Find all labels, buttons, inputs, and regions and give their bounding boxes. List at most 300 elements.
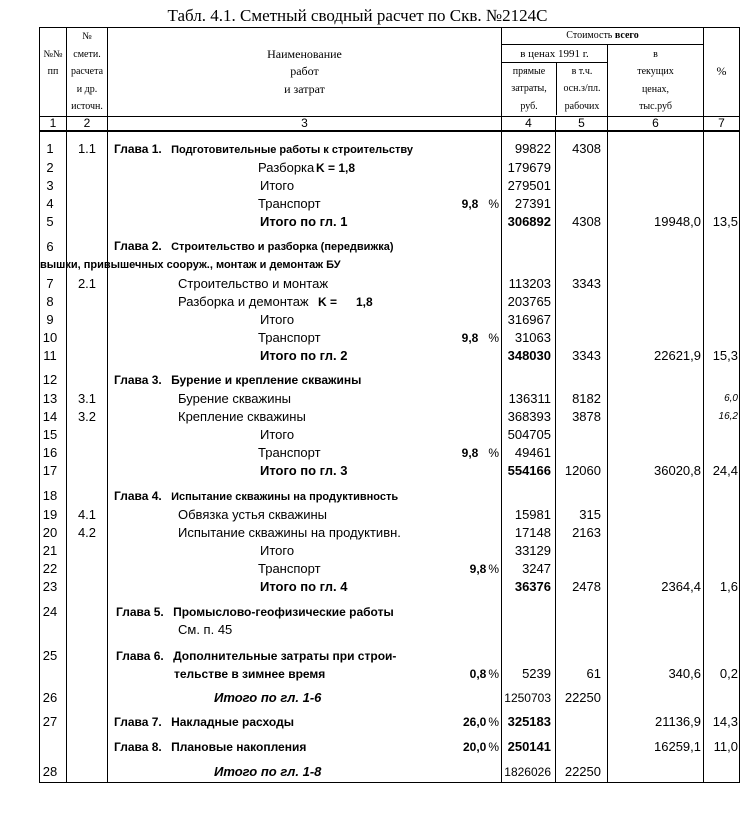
wages (556, 177, 608, 195)
wages: 61 (556, 665, 608, 683)
percent (704, 444, 740, 462)
chapter-number: Глава 4. (114, 488, 162, 503)
percent (704, 689, 740, 707)
wages: 3343 (556, 347, 608, 365)
wages (556, 329, 608, 347)
row-number: 24 (40, 602, 67, 620)
direct-costs (502, 602, 556, 620)
table-row (40, 560, 740, 578)
percent (704, 159, 740, 177)
item-label: Итого (260, 311, 295, 327)
direct-costs: 17148 (502, 524, 556, 542)
current-prices (608, 329, 704, 347)
direct-costs: 203765 (502, 293, 556, 311)
direct-costs (502, 487, 556, 506)
row-number: 14 (40, 408, 67, 426)
current-prices (608, 140, 704, 159)
estimate-ref (67, 542, 108, 560)
current-prices: 19948,0 (608, 213, 704, 231)
estimate-ref (67, 738, 108, 756)
row-number: 17 (40, 462, 67, 480)
estimate-ref (67, 444, 108, 462)
estimate-ref (67, 762, 108, 783)
percent (704, 371, 740, 389)
estimate-ref: 2.1 (67, 274, 108, 292)
current-prices (608, 195, 704, 213)
row-number: 13 (40, 390, 67, 408)
item-label: Транспорт (258, 195, 321, 211)
coefficient: K = 1,8 (316, 160, 356, 175)
estimate-ref: 4.2 (67, 524, 108, 542)
row-number: 28 (40, 762, 67, 783)
direct-costs: 36376 (502, 578, 556, 596)
item-name (108, 408, 502, 426)
percent (704, 621, 740, 639)
percent: 13,5 (704, 213, 740, 231)
row-number: 27 (40, 713, 67, 731)
wages (556, 159, 608, 177)
estimate-ref: 3.2 (67, 408, 108, 426)
item-label: Итого по гл. 4 (260, 579, 348, 595)
wages: 4308 (556, 140, 608, 159)
row-number: 5 (40, 213, 67, 231)
table-row (40, 237, 740, 256)
table-row (40, 195, 740, 213)
percent-rate: 9,8 % (461, 331, 499, 345)
current-prices (608, 426, 704, 444)
row-number (40, 665, 67, 683)
percent (704, 274, 740, 292)
table-header (40, 28, 740, 131)
item-name (108, 274, 502, 292)
percent (704, 524, 740, 542)
item-name (108, 647, 502, 665)
item-label: Итого (260, 427, 295, 443)
coefficient-value: 1,8 (356, 294, 373, 309)
percent (704, 426, 740, 444)
header-prices-1991: в ценах 1991 г. прямые затраты, руб. в т.ч. осн.з/пл. рабочих (502, 45, 608, 116)
item-label: Итого по гл. 1 (260, 214, 348, 230)
percent (704, 293, 740, 311)
item-label: Итого по гл. 2 (260, 348, 348, 364)
table-row (40, 762, 740, 783)
table-row (40, 462, 740, 480)
row-number (40, 738, 67, 756)
percent: 24,4 (704, 462, 740, 480)
row-number: 10 (40, 329, 67, 347)
current-prices: 22621,9 (608, 347, 704, 365)
wages (556, 542, 608, 560)
estimate-table (39, 27, 740, 783)
item-name (108, 542, 502, 560)
estimate-ref (67, 621, 108, 639)
direct-costs: 504705 (502, 426, 556, 444)
wages: 8182 (556, 390, 608, 408)
item-name (108, 177, 502, 195)
direct-costs: 113203 (502, 274, 556, 292)
current-prices (608, 647, 704, 665)
direct-costs: 1250703 (502, 689, 556, 707)
percent (704, 762, 740, 783)
estimate-ref (67, 293, 108, 311)
estimate-ref: 1.1 (67, 140, 108, 159)
row-number: 26 (40, 689, 67, 707)
percent-rate: 9,8 % (461, 446, 499, 461)
direct-costs: 27391 (502, 195, 556, 213)
chapter-number: Глава 8. (114, 739, 162, 754)
wages: 12060 (556, 462, 608, 480)
percent (704, 195, 740, 213)
estimate-ref: 3.1 (67, 390, 108, 408)
estimate-ref (67, 237, 108, 256)
wages (556, 444, 608, 462)
chapter-number: Глава 1. (114, 141, 162, 156)
estimate-ref (67, 426, 108, 444)
percent (704, 177, 740, 195)
table-row (40, 390, 740, 408)
current-prices (608, 689, 704, 707)
row-number: 3 (40, 177, 67, 195)
chapter-number: Глава 5. (116, 604, 164, 619)
table-row (40, 140, 740, 159)
item-name (108, 462, 502, 480)
chapter-title: Испытание скважины на продуктивность (171, 490, 399, 503)
estimate-ref (67, 195, 108, 213)
header-column-numbers: 1 2 3 4 5 6 7 (40, 116, 740, 131)
direct-costs: 136311 (502, 390, 556, 408)
item-name (108, 390, 502, 408)
item-label: Транспорт (258, 561, 321, 577)
percent (704, 506, 740, 524)
table-row (40, 213, 740, 231)
coefficient: K = (318, 294, 338, 309)
item-label: Обвязка устья скважины (178, 506, 328, 522)
table-row (40, 444, 740, 462)
chapter-title: Дополнительные затраты при строи- (173, 648, 397, 663)
wages: 3878 (556, 408, 608, 426)
percent-rate: 9,8 % (461, 196, 499, 211)
item-name (108, 444, 502, 462)
percent-rate: 26,0 % (462, 715, 499, 730)
table-row (40, 602, 740, 620)
item-name (108, 329, 502, 347)
item-name (108, 140, 502, 159)
item-name (108, 560, 502, 578)
estimate-ref (67, 487, 108, 506)
current-prices: 2364,4 (608, 578, 704, 596)
table-row (40, 738, 740, 756)
estimate-ref (67, 665, 108, 683)
estimate-ref (67, 159, 108, 177)
direct-costs: 1826026 (502, 762, 556, 783)
row-number: 15 (40, 426, 67, 444)
percent: 1,6 (704, 578, 740, 596)
current-prices (608, 524, 704, 542)
header-name: Наименование работ и затрат (108, 28, 502, 117)
row-number: 9 (40, 311, 67, 329)
item-label: Итого (260, 542, 295, 558)
percent: 16,2 (704, 408, 740, 426)
item-name (108, 506, 502, 524)
percent-rate: 0,8 % (469, 667, 499, 681)
wages: 315 (556, 506, 608, 524)
chapter-number: Глава 7. (114, 715, 162, 730)
percent-rate: 9,8 % (469, 562, 499, 577)
item-name (108, 665, 502, 683)
table-row (40, 665, 740, 683)
estimate-ref (67, 462, 108, 480)
row-number: 8 (40, 293, 67, 311)
percent: 11,0 (704, 738, 740, 756)
current-prices (608, 621, 704, 639)
item-name (108, 213, 502, 231)
wages (556, 293, 608, 311)
row-number: 12 (40, 371, 67, 389)
estimate-ref (67, 689, 108, 707)
item-name (108, 347, 502, 365)
table-row (40, 506, 740, 524)
current-prices (608, 293, 704, 311)
wages (556, 311, 608, 329)
item-name (108, 487, 502, 506)
wages: 3343 (556, 274, 608, 292)
table-row (40, 177, 740, 195)
current-prices (608, 560, 704, 578)
item-label: Бурение скважины (178, 390, 292, 406)
direct-costs (502, 256, 556, 274)
item-label: Разборка (258, 159, 315, 175)
item-label: Транспорт (258, 330, 321, 346)
row-number: 1 (40, 140, 67, 159)
direct-costs (502, 371, 556, 389)
item-label: Крепление скважины (178, 408, 306, 424)
chapter-title: Бурение и крепление скважины (171, 373, 362, 388)
chapter-title: Плановые накопления (171, 739, 307, 754)
item-name (108, 738, 502, 756)
percent (704, 329, 740, 347)
row-number: 20 (40, 524, 67, 542)
estimate-ref (67, 213, 108, 231)
item-name (108, 371, 502, 389)
current-prices (608, 159, 704, 177)
item-name (108, 237, 502, 256)
item-label: Итого по гл. 1-6 (214, 690, 322, 706)
wages: 2478 (556, 578, 608, 596)
current-prices: 21136,9 (608, 713, 704, 731)
current-prices (608, 177, 704, 195)
item-name (108, 602, 502, 620)
current-prices: 16259,1 (608, 738, 704, 756)
current-prices (608, 487, 704, 506)
current-prices (608, 542, 704, 560)
item-label: Итого по гл. 3 (260, 463, 348, 479)
current-prices (608, 506, 704, 524)
chapter-title: Накладные расходы (171, 715, 294, 730)
table-body (40, 131, 740, 783)
direct-costs: 15981 (502, 506, 556, 524)
estimate-ref (67, 347, 108, 365)
percent (704, 140, 740, 159)
item-label: Итого (260, 177, 295, 193)
direct-costs: 554166 (502, 462, 556, 480)
item-name (108, 689, 502, 707)
item-name (108, 293, 502, 311)
wages (556, 426, 608, 444)
current-prices (608, 762, 704, 783)
direct-costs: 279501 (502, 177, 556, 195)
item-label: Итого по гл. 1-8 (214, 763, 322, 779)
estimate-ref (67, 371, 108, 389)
direct-costs: 49461 (502, 444, 556, 462)
wages (556, 621, 608, 639)
percent: 14,3 (704, 713, 740, 731)
row-number: 23 (40, 578, 67, 596)
item-label: Транспорт (258, 445, 321, 461)
row-number: 7 (40, 274, 67, 292)
wages (556, 560, 608, 578)
table-row (40, 487, 740, 506)
table-row (40, 293, 740, 311)
row-number: 25 (40, 647, 67, 665)
item-label: Строительство и монтаж (178, 275, 329, 291)
direct-costs (502, 647, 556, 665)
direct-costs: 306892 (502, 213, 556, 231)
wages (556, 371, 608, 389)
row-number: 11 (40, 347, 67, 365)
item-name (108, 311, 502, 329)
estimate-ref (67, 311, 108, 329)
row-number (40, 621, 67, 639)
chapter-title-continued: тельстве в зимнее время (174, 667, 326, 682)
item-name (108, 159, 502, 177)
direct-costs: 348030 (502, 347, 556, 365)
item-name (108, 195, 502, 213)
table-row (40, 274, 740, 292)
row-number: 22 (40, 560, 67, 578)
wages: 22250 (556, 689, 608, 707)
direct-costs: 325183 (502, 713, 556, 731)
direct-costs: 5239 (502, 665, 556, 683)
chapter-title: Промыслово-геофизические работы (173, 604, 394, 619)
wages (556, 195, 608, 213)
item-name (108, 578, 502, 596)
item-name (108, 621, 502, 639)
chapter-number: Глава 6. (116, 648, 164, 663)
estimate-ref: 4.1 (67, 506, 108, 524)
wages (556, 487, 608, 506)
estimate-ref (67, 713, 108, 731)
percent: 0,2 (704, 665, 740, 683)
current-prices (608, 371, 704, 389)
current-prices: 340,6 (608, 665, 704, 683)
header-direct-costs: прямые затраты, руб. (502, 63, 557, 116)
table-row (40, 689, 740, 707)
table-row (40, 647, 740, 665)
direct-costs: 3247 (502, 560, 556, 578)
table-row (40, 329, 740, 347)
wages (556, 602, 608, 620)
current-prices (608, 602, 704, 620)
item-name (108, 762, 502, 783)
direct-costs (502, 237, 556, 256)
table-row (40, 524, 740, 542)
row-number: 18 (40, 487, 67, 506)
table-row (40, 713, 740, 731)
row-number: 2 (40, 159, 67, 177)
chapter-title: Строительство и разборка (передвижка) (171, 241, 394, 254)
table-row (40, 311, 740, 329)
estimate-ref (67, 177, 108, 195)
direct-costs: 316967 (502, 311, 556, 329)
header-estimate-ref: № смети. расчета и др. источн. (67, 28, 108, 117)
wages (556, 713, 608, 731)
row-number: 21 (40, 542, 67, 560)
wages (556, 738, 608, 756)
header-cost: Стоимость всего (502, 28, 704, 45)
header-rownum: №№ пп (40, 28, 67, 117)
current-prices (608, 274, 704, 292)
percent (704, 487, 740, 506)
row-number: 19 (40, 506, 67, 524)
percent (704, 602, 740, 620)
wages (556, 237, 608, 256)
row-number: 16 (40, 444, 67, 462)
table-row (40, 347, 740, 365)
percent (704, 542, 740, 560)
direct-costs: 250141 (502, 738, 556, 756)
wages: 2163 (556, 524, 608, 542)
estimate-ref (67, 560, 108, 578)
item-name (108, 524, 502, 542)
table-row (40, 426, 740, 444)
percent (704, 237, 740, 256)
item-label: Разборка и демонтаж (178, 293, 309, 309)
item-label: Испытание скважины на продуктивн. (178, 524, 401, 540)
chapter-number: Глава 2. (114, 239, 162, 254)
see-reference: См. п. 45 (178, 621, 233, 637)
percent (704, 256, 740, 274)
percent-rate: 20,0 % (462, 739, 499, 754)
wages (556, 647, 608, 665)
estimate-ref (67, 329, 108, 347)
table-row (40, 159, 740, 177)
header-percent: % (704, 28, 740, 117)
wages: 22250 (556, 762, 608, 783)
current-prices (608, 390, 704, 408)
table-row (40, 256, 740, 274)
direct-costs: 99822 (502, 140, 556, 159)
direct-costs: 33129 (502, 542, 556, 560)
percent (704, 560, 740, 578)
current-prices: 36020,8 (608, 462, 704, 480)
table-row (40, 621, 740, 639)
row-number: 6 (40, 237, 67, 256)
current-prices (608, 237, 704, 256)
current-prices (608, 256, 704, 274)
direct-costs: 368393 (502, 408, 556, 426)
wages: 4308 (556, 213, 608, 231)
chapter-title-continued: вышки, привышечных сооруж., монтаж и демонтаж БУ (40, 259, 341, 272)
item-name (108, 426, 502, 444)
current-prices (608, 444, 704, 462)
table-row (40, 578, 740, 596)
table-title: Табл. 4.1. Сметный сводный расчет по Скв. №2124С (167, 6, 548, 25)
percent: 15,3 (704, 347, 740, 365)
chapter-title: Подготовительные работы к строительству (171, 143, 413, 156)
direct-costs: 179679 (502, 159, 556, 177)
percent (704, 647, 740, 665)
percent (704, 311, 740, 329)
